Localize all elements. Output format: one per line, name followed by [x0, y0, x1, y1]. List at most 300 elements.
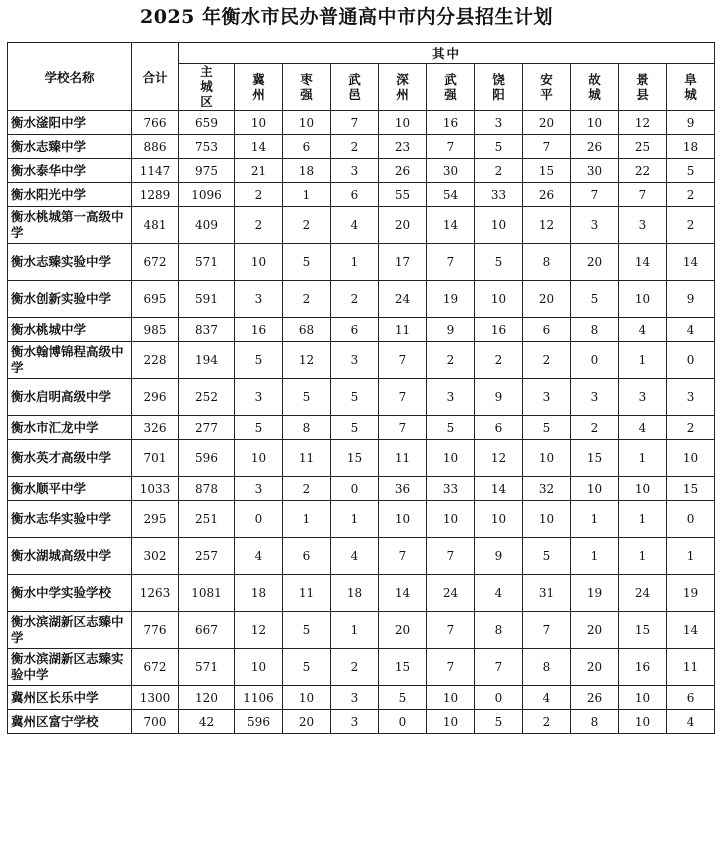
county-value-cell: 3 [235, 379, 283, 416]
county-value-cell: 1096 [179, 183, 235, 207]
county-value-cell: 7 [427, 538, 475, 575]
school-name-cell: 衡水桃城第一高级中学 [8, 207, 132, 244]
county-value-cell: 1 [283, 501, 331, 538]
county-value-cell: 11 [379, 440, 427, 477]
county-value-cell: 5 [235, 342, 283, 379]
county-value-cell: 1 [619, 501, 667, 538]
school-name-cell: 衡水中学实验学校 [8, 575, 132, 612]
county-value-cell: 7 [571, 183, 619, 207]
table-row [8, 342, 715, 379]
county-value-cell: 5 [427, 416, 475, 440]
school-name-cell: 冀州区长乐中学 [8, 686, 132, 710]
county-value-cell: 5 [571, 281, 619, 318]
county-value-cell: 7 [427, 612, 475, 649]
document-title: 2025 年衡水市民办普通高中市内分县招生计划 [140, 6, 553, 28]
county-value-cell: 1 [619, 440, 667, 477]
county-value-cell: 55 [379, 183, 427, 207]
county-value-cell: 659 [179, 111, 235, 135]
county-value-cell: 6 [331, 318, 379, 342]
school-name-cell: 衡水泰华中学 [8, 159, 132, 183]
county-value-cell: 7 [379, 342, 427, 379]
total-cell: 776 [132, 612, 179, 649]
county-value-cell: 10 [427, 686, 475, 710]
table-row [8, 649, 715, 686]
county-value-cell: 14 [667, 612, 715, 649]
county-value-cell: 20 [571, 612, 619, 649]
table-row [8, 318, 715, 342]
county-value-cell: 6 [523, 318, 571, 342]
county-value-cell: 18 [235, 575, 283, 612]
county-value-cell: 3 [571, 379, 619, 416]
county-value-cell: 10 [475, 501, 523, 538]
county-value-cell: 10 [283, 686, 331, 710]
county-value-cell: 2 [283, 281, 331, 318]
county-value-cell: 2 [523, 710, 571, 734]
county-value-cell: 2 [571, 416, 619, 440]
county-value-cell: 4 [331, 207, 379, 244]
county-value-cell: 8 [571, 710, 619, 734]
header-breakdown: 其中 [179, 43, 715, 64]
county-value-cell: 10 [475, 281, 523, 318]
header-county-label: 饶阳 [492, 71, 505, 102]
county-value-cell: 9 [427, 318, 475, 342]
school-name-cell: 衡水滨湖新区志臻中学 [8, 612, 132, 649]
county-value-cell: 10 [619, 281, 667, 318]
school-name-cell: 衡水志华实验中学 [8, 501, 132, 538]
county-value-cell: 8 [523, 649, 571, 686]
county-value-cell: 3 [331, 159, 379, 183]
county-value-cell: 10 [283, 111, 331, 135]
header-school-name: 学校名称 [8, 43, 132, 111]
school-name-cell: 衡水湖城高级中学 [8, 538, 132, 575]
county-value-cell: 0 [571, 342, 619, 379]
county-value-cell: 11 [379, 318, 427, 342]
table-row [8, 477, 715, 501]
table-row [8, 135, 715, 159]
county-value-cell: 4 [619, 318, 667, 342]
county-value-cell: 0 [667, 342, 715, 379]
county-value-cell: 20 [379, 207, 427, 244]
county-value-cell: 12 [235, 612, 283, 649]
county-value-cell: 1106 [235, 686, 283, 710]
county-value-cell: 3 [571, 207, 619, 244]
county-value-cell: 14 [427, 207, 475, 244]
header-county [427, 64, 475, 111]
county-value-cell: 7 [523, 135, 571, 159]
county-value-cell: 3 [235, 477, 283, 501]
county-value-cell: 5 [379, 686, 427, 710]
county-value-cell: 3 [331, 686, 379, 710]
county-value-cell: 10 [235, 440, 283, 477]
county-value-cell: 753 [179, 135, 235, 159]
county-value-cell: 0 [379, 710, 427, 734]
table-row [8, 710, 715, 734]
county-value-cell: 9 [667, 111, 715, 135]
county-value-cell: 12 [475, 440, 523, 477]
county-value-cell: 7 [379, 416, 427, 440]
school-name-cell: 衡水志臻实验中学 [8, 244, 132, 281]
table-row [8, 612, 715, 649]
total-cell: 672 [132, 649, 179, 686]
county-value-cell: 878 [179, 477, 235, 501]
county-value-cell: 5 [667, 159, 715, 183]
county-value-cell: 15 [667, 477, 715, 501]
county-value-cell: 10 [571, 477, 619, 501]
total-cell: 1147 [132, 159, 179, 183]
header-county [619, 64, 667, 111]
county-value-cell: 571 [179, 244, 235, 281]
total-cell: 985 [132, 318, 179, 342]
county-value-cell: 26 [571, 686, 619, 710]
county-value-cell: 5 [475, 135, 523, 159]
county-value-cell: 3 [475, 111, 523, 135]
county-value-cell: 7 [427, 135, 475, 159]
county-value-cell: 10 [235, 244, 283, 281]
county-value-cell: 3 [523, 379, 571, 416]
county-value-cell: 6 [331, 183, 379, 207]
county-value-cell: 30 [571, 159, 619, 183]
county-value-cell: 18 [331, 575, 379, 612]
header-county-label: 景县 [636, 71, 649, 102]
county-value-cell: 14 [619, 244, 667, 281]
county-value-cell: 1 [619, 538, 667, 575]
county-value-cell: 1 [619, 342, 667, 379]
county-value-cell: 1 [571, 501, 619, 538]
county-value-cell: 251 [179, 501, 235, 538]
county-value-cell: 5 [475, 710, 523, 734]
county-value-cell: 120 [179, 686, 235, 710]
county-value-cell: 5 [331, 379, 379, 416]
county-value-cell: 2 [667, 207, 715, 244]
county-value-cell: 571 [179, 649, 235, 686]
county-value-cell: 11 [283, 440, 331, 477]
county-value-cell: 4 [331, 538, 379, 575]
county-value-cell: 15 [331, 440, 379, 477]
county-value-cell: 3 [667, 379, 715, 416]
county-value-cell: 2 [523, 342, 571, 379]
county-value-cell: 0 [475, 686, 523, 710]
county-value-cell: 12 [619, 111, 667, 135]
county-value-cell: 257 [179, 538, 235, 575]
county-value-cell: 10 [379, 501, 427, 538]
school-name-cell: 衡水英才高级中学 [8, 440, 132, 477]
county-value-cell: 54 [427, 183, 475, 207]
county-value-cell: 7 [427, 244, 475, 281]
county-value-cell: 194 [179, 342, 235, 379]
county-value-cell: 10 [619, 710, 667, 734]
header-county [235, 64, 283, 111]
county-value-cell: 9 [475, 379, 523, 416]
header-county-label: 武邑 [348, 71, 361, 102]
school-name-cell: 衡水翰博锦程高级中学 [8, 342, 132, 379]
county-value-cell: 2 [235, 183, 283, 207]
county-value-cell: 21 [235, 159, 283, 183]
county-value-cell: 11 [283, 575, 331, 612]
county-value-cell: 1081 [179, 575, 235, 612]
county-value-cell: 5 [331, 416, 379, 440]
county-value-cell: 42 [179, 710, 235, 734]
county-value-cell: 15 [571, 440, 619, 477]
county-value-cell: 2 [331, 135, 379, 159]
total-cell: 295 [132, 501, 179, 538]
county-value-cell: 9 [475, 538, 523, 575]
total-cell: 886 [132, 135, 179, 159]
county-value-cell: 8 [571, 318, 619, 342]
county-value-cell: 16 [475, 318, 523, 342]
table-row [8, 183, 715, 207]
county-value-cell: 10 [475, 207, 523, 244]
county-value-cell: 30 [427, 159, 475, 183]
county-value-cell: 19 [667, 575, 715, 612]
county-value-cell: 12 [523, 207, 571, 244]
header-county-label: 枣强 [300, 71, 313, 102]
table-row [8, 686, 715, 710]
county-value-cell: 20 [523, 111, 571, 135]
table-row [8, 440, 715, 477]
county-value-cell: 10 [667, 440, 715, 477]
county-value-cell: 10 [523, 440, 571, 477]
county-value-cell: 10 [379, 111, 427, 135]
county-value-cell: 6 [475, 416, 523, 440]
header-county [283, 64, 331, 111]
county-value-cell: 0 [331, 477, 379, 501]
county-value-cell: 20 [571, 649, 619, 686]
county-value-cell: 20 [283, 710, 331, 734]
county-value-cell: 15 [523, 159, 571, 183]
county-value-cell: 591 [179, 281, 235, 318]
county-value-cell: 14 [235, 135, 283, 159]
county-value-cell: 4 [523, 686, 571, 710]
county-value-cell: 2 [667, 416, 715, 440]
county-value-cell: 409 [179, 207, 235, 244]
county-value-cell: 4 [475, 575, 523, 612]
county-value-cell: 5 [283, 379, 331, 416]
school-name-cell: 衡水桃城中学 [8, 318, 132, 342]
header-county [379, 64, 427, 111]
total-cell: 672 [132, 244, 179, 281]
county-value-cell: 2 [427, 342, 475, 379]
county-value-cell: 3 [331, 710, 379, 734]
county-value-cell: 4 [619, 416, 667, 440]
county-value-cell: 2 [475, 342, 523, 379]
county-value-cell: 667 [179, 612, 235, 649]
county-value-cell: 16 [619, 649, 667, 686]
county-value-cell: 252 [179, 379, 235, 416]
header-county-label: 冀州 [252, 71, 265, 102]
header-county [523, 64, 571, 111]
county-value-cell: 7 [619, 183, 667, 207]
county-value-cell: 12 [283, 342, 331, 379]
county-value-cell: 596 [235, 710, 283, 734]
total-cell: 296 [132, 379, 179, 416]
county-value-cell: 5 [523, 538, 571, 575]
county-value-cell: 23 [379, 135, 427, 159]
county-value-cell: 10 [235, 111, 283, 135]
header-county [179, 64, 235, 111]
county-value-cell: 10 [523, 501, 571, 538]
total-cell: 700 [132, 710, 179, 734]
county-value-cell: 7 [379, 379, 427, 416]
county-value-cell: 6 [283, 538, 331, 575]
total-cell: 1289 [132, 183, 179, 207]
county-value-cell: 15 [379, 649, 427, 686]
school-name-cell: 衡水滏阳中学 [8, 111, 132, 135]
county-value-cell: 0 [235, 501, 283, 538]
school-name-cell: 衡水阳光中学 [8, 183, 132, 207]
school-name-cell: 冀州区富宁学校 [8, 710, 132, 734]
header-county-label: 主城区 [200, 64, 213, 109]
county-value-cell: 11 [667, 649, 715, 686]
county-value-cell: 24 [427, 575, 475, 612]
county-value-cell: 1 [667, 538, 715, 575]
county-value-cell: 25 [619, 135, 667, 159]
county-value-cell: 2 [667, 183, 715, 207]
county-value-cell: 18 [667, 135, 715, 159]
county-value-cell: 837 [179, 318, 235, 342]
county-value-cell: 31 [523, 575, 571, 612]
header-county-label: 武强 [444, 71, 457, 102]
county-value-cell: 5 [283, 612, 331, 649]
county-value-cell: 7 [475, 649, 523, 686]
header-county-label: 故城 [588, 71, 601, 102]
county-value-cell: 33 [427, 477, 475, 501]
county-value-cell: 3 [619, 207, 667, 244]
county-value-cell: 7 [427, 649, 475, 686]
school-name-cell: 衡水启明高级中学 [8, 379, 132, 416]
county-value-cell: 1 [283, 183, 331, 207]
county-value-cell: 5 [235, 416, 283, 440]
school-name-cell: 衡水创新实验中学 [8, 281, 132, 318]
total-cell: 1033 [132, 477, 179, 501]
total-cell: 481 [132, 207, 179, 244]
county-value-cell: 277 [179, 416, 235, 440]
county-value-cell: 3 [235, 281, 283, 318]
county-value-cell: 16 [427, 111, 475, 135]
county-value-cell: 20 [523, 281, 571, 318]
county-value-cell: 2 [331, 281, 379, 318]
table-row [8, 538, 715, 575]
county-value-cell: 8 [475, 612, 523, 649]
county-value-cell: 596 [179, 440, 235, 477]
county-value-cell: 9 [667, 281, 715, 318]
total-cell: 326 [132, 416, 179, 440]
county-value-cell: 19 [571, 575, 619, 612]
county-value-cell: 3 [427, 379, 475, 416]
county-value-cell: 20 [379, 612, 427, 649]
county-value-cell: 5 [475, 244, 523, 281]
county-value-cell: 8 [523, 244, 571, 281]
county-value-cell: 1 [331, 501, 379, 538]
county-value-cell: 5 [283, 244, 331, 281]
enrollment-table [7, 42, 715, 734]
county-value-cell: 15 [619, 612, 667, 649]
header-total: 合计 [132, 43, 179, 111]
county-value-cell: 18 [283, 159, 331, 183]
county-value-cell: 4 [235, 538, 283, 575]
header-county-label: 阜城 [684, 71, 697, 102]
county-value-cell: 26 [523, 183, 571, 207]
county-value-cell: 10 [235, 649, 283, 686]
total-cell: 695 [132, 281, 179, 318]
total-cell: 1300 [132, 686, 179, 710]
county-value-cell: 68 [283, 318, 331, 342]
county-value-cell: 36 [379, 477, 427, 501]
county-value-cell: 2 [283, 477, 331, 501]
header-county [331, 64, 379, 111]
table-row [8, 207, 715, 244]
county-value-cell: 975 [179, 159, 235, 183]
county-value-cell: 33 [475, 183, 523, 207]
table-row [8, 244, 715, 281]
table-body [8, 111, 715, 734]
county-value-cell: 4 [667, 710, 715, 734]
header-county [571, 64, 619, 111]
county-value-cell: 20 [571, 244, 619, 281]
table-row [8, 416, 715, 440]
county-value-cell: 24 [619, 575, 667, 612]
total-cell: 1263 [132, 575, 179, 612]
table-row [8, 281, 715, 318]
county-value-cell: 1 [571, 538, 619, 575]
county-value-cell: 10 [427, 710, 475, 734]
total-cell: 228 [132, 342, 179, 379]
school-name-cell: 衡水市汇龙中学 [8, 416, 132, 440]
county-value-cell: 22 [619, 159, 667, 183]
county-value-cell: 24 [379, 281, 427, 318]
county-value-cell: 2 [475, 159, 523, 183]
county-value-cell: 14 [379, 575, 427, 612]
school-name-cell: 衡水志臻中学 [8, 135, 132, 159]
total-cell: 766 [132, 111, 179, 135]
county-value-cell: 26 [379, 159, 427, 183]
county-value-cell: 14 [667, 244, 715, 281]
header-county [667, 64, 715, 111]
table-row [8, 501, 715, 538]
county-value-cell: 1 [331, 612, 379, 649]
county-value-cell: 10 [619, 686, 667, 710]
county-value-cell: 7 [331, 111, 379, 135]
county-value-cell: 2 [235, 207, 283, 244]
county-value-cell: 7 [379, 538, 427, 575]
county-value-cell: 19 [427, 281, 475, 318]
county-value-cell: 10 [427, 501, 475, 538]
county-value-cell: 2 [283, 207, 331, 244]
school-name-cell: 衡水顺平中学 [8, 477, 132, 501]
county-value-cell: 0 [667, 501, 715, 538]
county-value-cell: 8 [283, 416, 331, 440]
county-value-cell: 3 [619, 379, 667, 416]
county-value-cell: 7 [523, 612, 571, 649]
county-value-cell: 5 [523, 416, 571, 440]
school-name-cell: 衡水滨湖新区志臻实验中学 [8, 649, 132, 686]
county-value-cell: 1 [331, 244, 379, 281]
total-cell: 302 [132, 538, 179, 575]
county-value-cell: 14 [475, 477, 523, 501]
header-county [475, 64, 523, 111]
table-row [8, 159, 715, 183]
table-row [8, 111, 715, 135]
county-value-cell: 10 [571, 111, 619, 135]
header-county-label: 深州 [396, 71, 409, 102]
county-value-cell: 4 [667, 318, 715, 342]
county-value-cell: 32 [523, 477, 571, 501]
total-cell: 701 [132, 440, 179, 477]
county-value-cell: 6 [283, 135, 331, 159]
county-value-cell: 6 [667, 686, 715, 710]
table-row [8, 575, 715, 612]
county-value-cell: 26 [571, 135, 619, 159]
county-value-cell: 3 [331, 342, 379, 379]
